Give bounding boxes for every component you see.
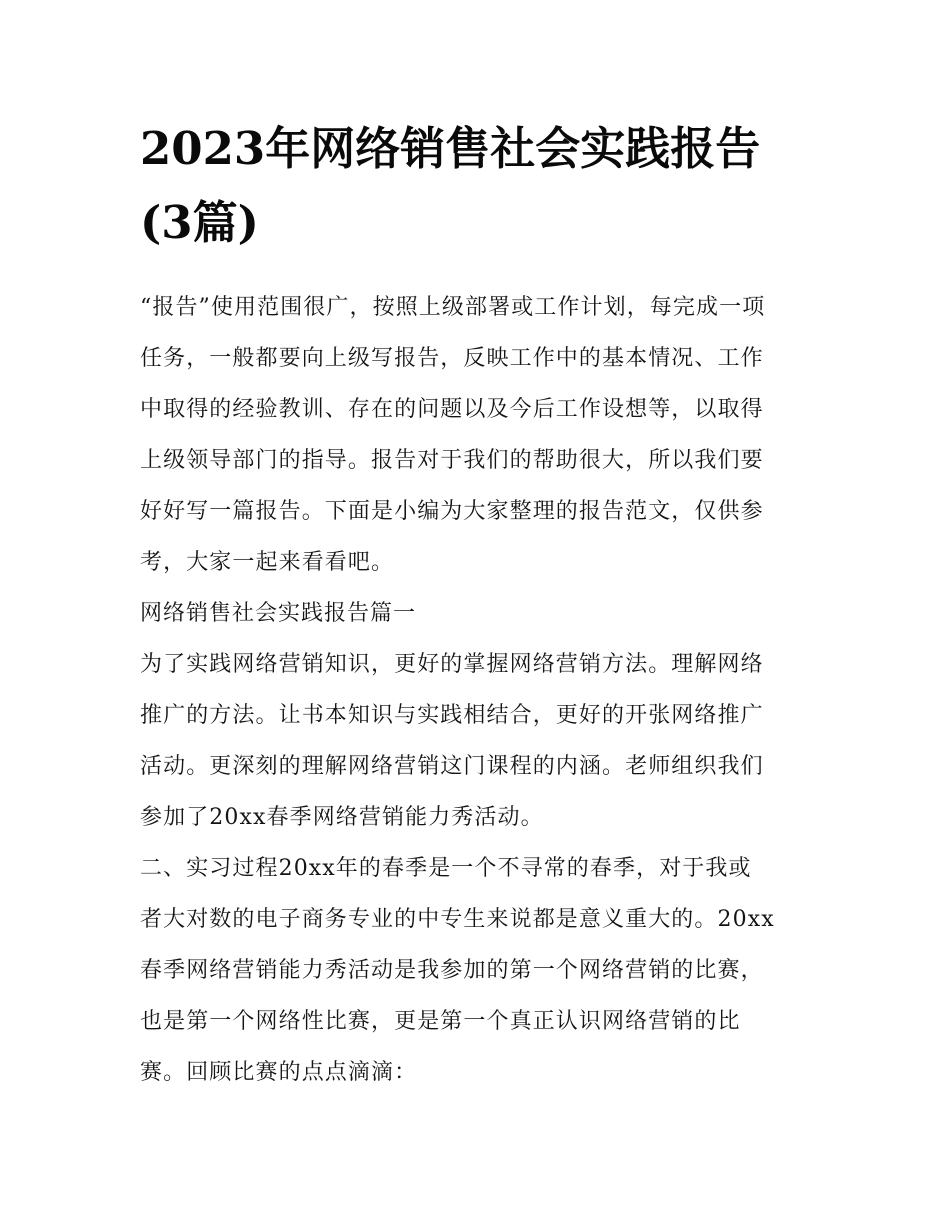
intro-line: 上级领导部门的指导。报告对于我们的帮助很大，所以我们要: [140, 448, 764, 473]
intro-paragraph: [140, 282, 812, 588]
paragraph-1-line: 为了实践网络营销知识，更好的掌握网络营销方法。理解网络: [140, 652, 764, 677]
intro-line: 任务，一般都要向上级写报告，反映工作中的基本情况、工作: [140, 346, 764, 371]
paragraph-2-line: 赛。回顾比赛的点点滴滴：: [140, 1060, 418, 1085]
paragraph-1-line: 推广的方法。让书本知识与实践相结合，更好的开张网络推广: [140, 703, 764, 728]
document-body: [140, 282, 812, 1098]
document-content: [140, 112, 812, 1098]
document-title: [140, 112, 812, 260]
paragraph-2-line: 也是第一个网络性比赛，更是第一个真正认识网络营销的比: [140, 1009, 741, 1034]
title-line-1: 2023年网络销售社会实践报告: [140, 122, 761, 175]
title-line-2: (3篇): [140, 196, 259, 249]
paragraph-1-line: 活动。更深刻的理解网络营销这门课程的内涵。老师组织我们: [140, 754, 764, 779]
paragraph-2: [140, 843, 812, 1098]
intro-line: “报告”使用范围很广，按照上级部署或工作计划，每完成一项: [140, 295, 766, 320]
intro-line: 好好写一篇报告。下面是小编为大家整理的报告范文，仅供参: [140, 499, 764, 524]
intro-line: 考，大家一起来看看吧。: [140, 550, 395, 575]
section-heading: 网络销售社会实践报告篇一: [140, 601, 417, 626]
paragraph-2-line: 者大对数的电子商务专业的中专生来说都是意义重大的。20xx: [140, 907, 775, 932]
paragraph-2-line: 二、实习过程20xx年的春季是一个不寻常的春季，对于我或: [140, 856, 752, 881]
paragraph-1: [140, 639, 812, 843]
intro-line: 中取得的经验教训、存在的问题以及今后工作设想等，以取得: [140, 397, 764, 422]
paragraph-2-line: 春季网络营销能力秀活动是我参加的第一个网络营销的比赛，: [140, 958, 764, 983]
paragraph-1-line: 参加了20xx春季网络营销能力秀活动。: [140, 805, 544, 830]
